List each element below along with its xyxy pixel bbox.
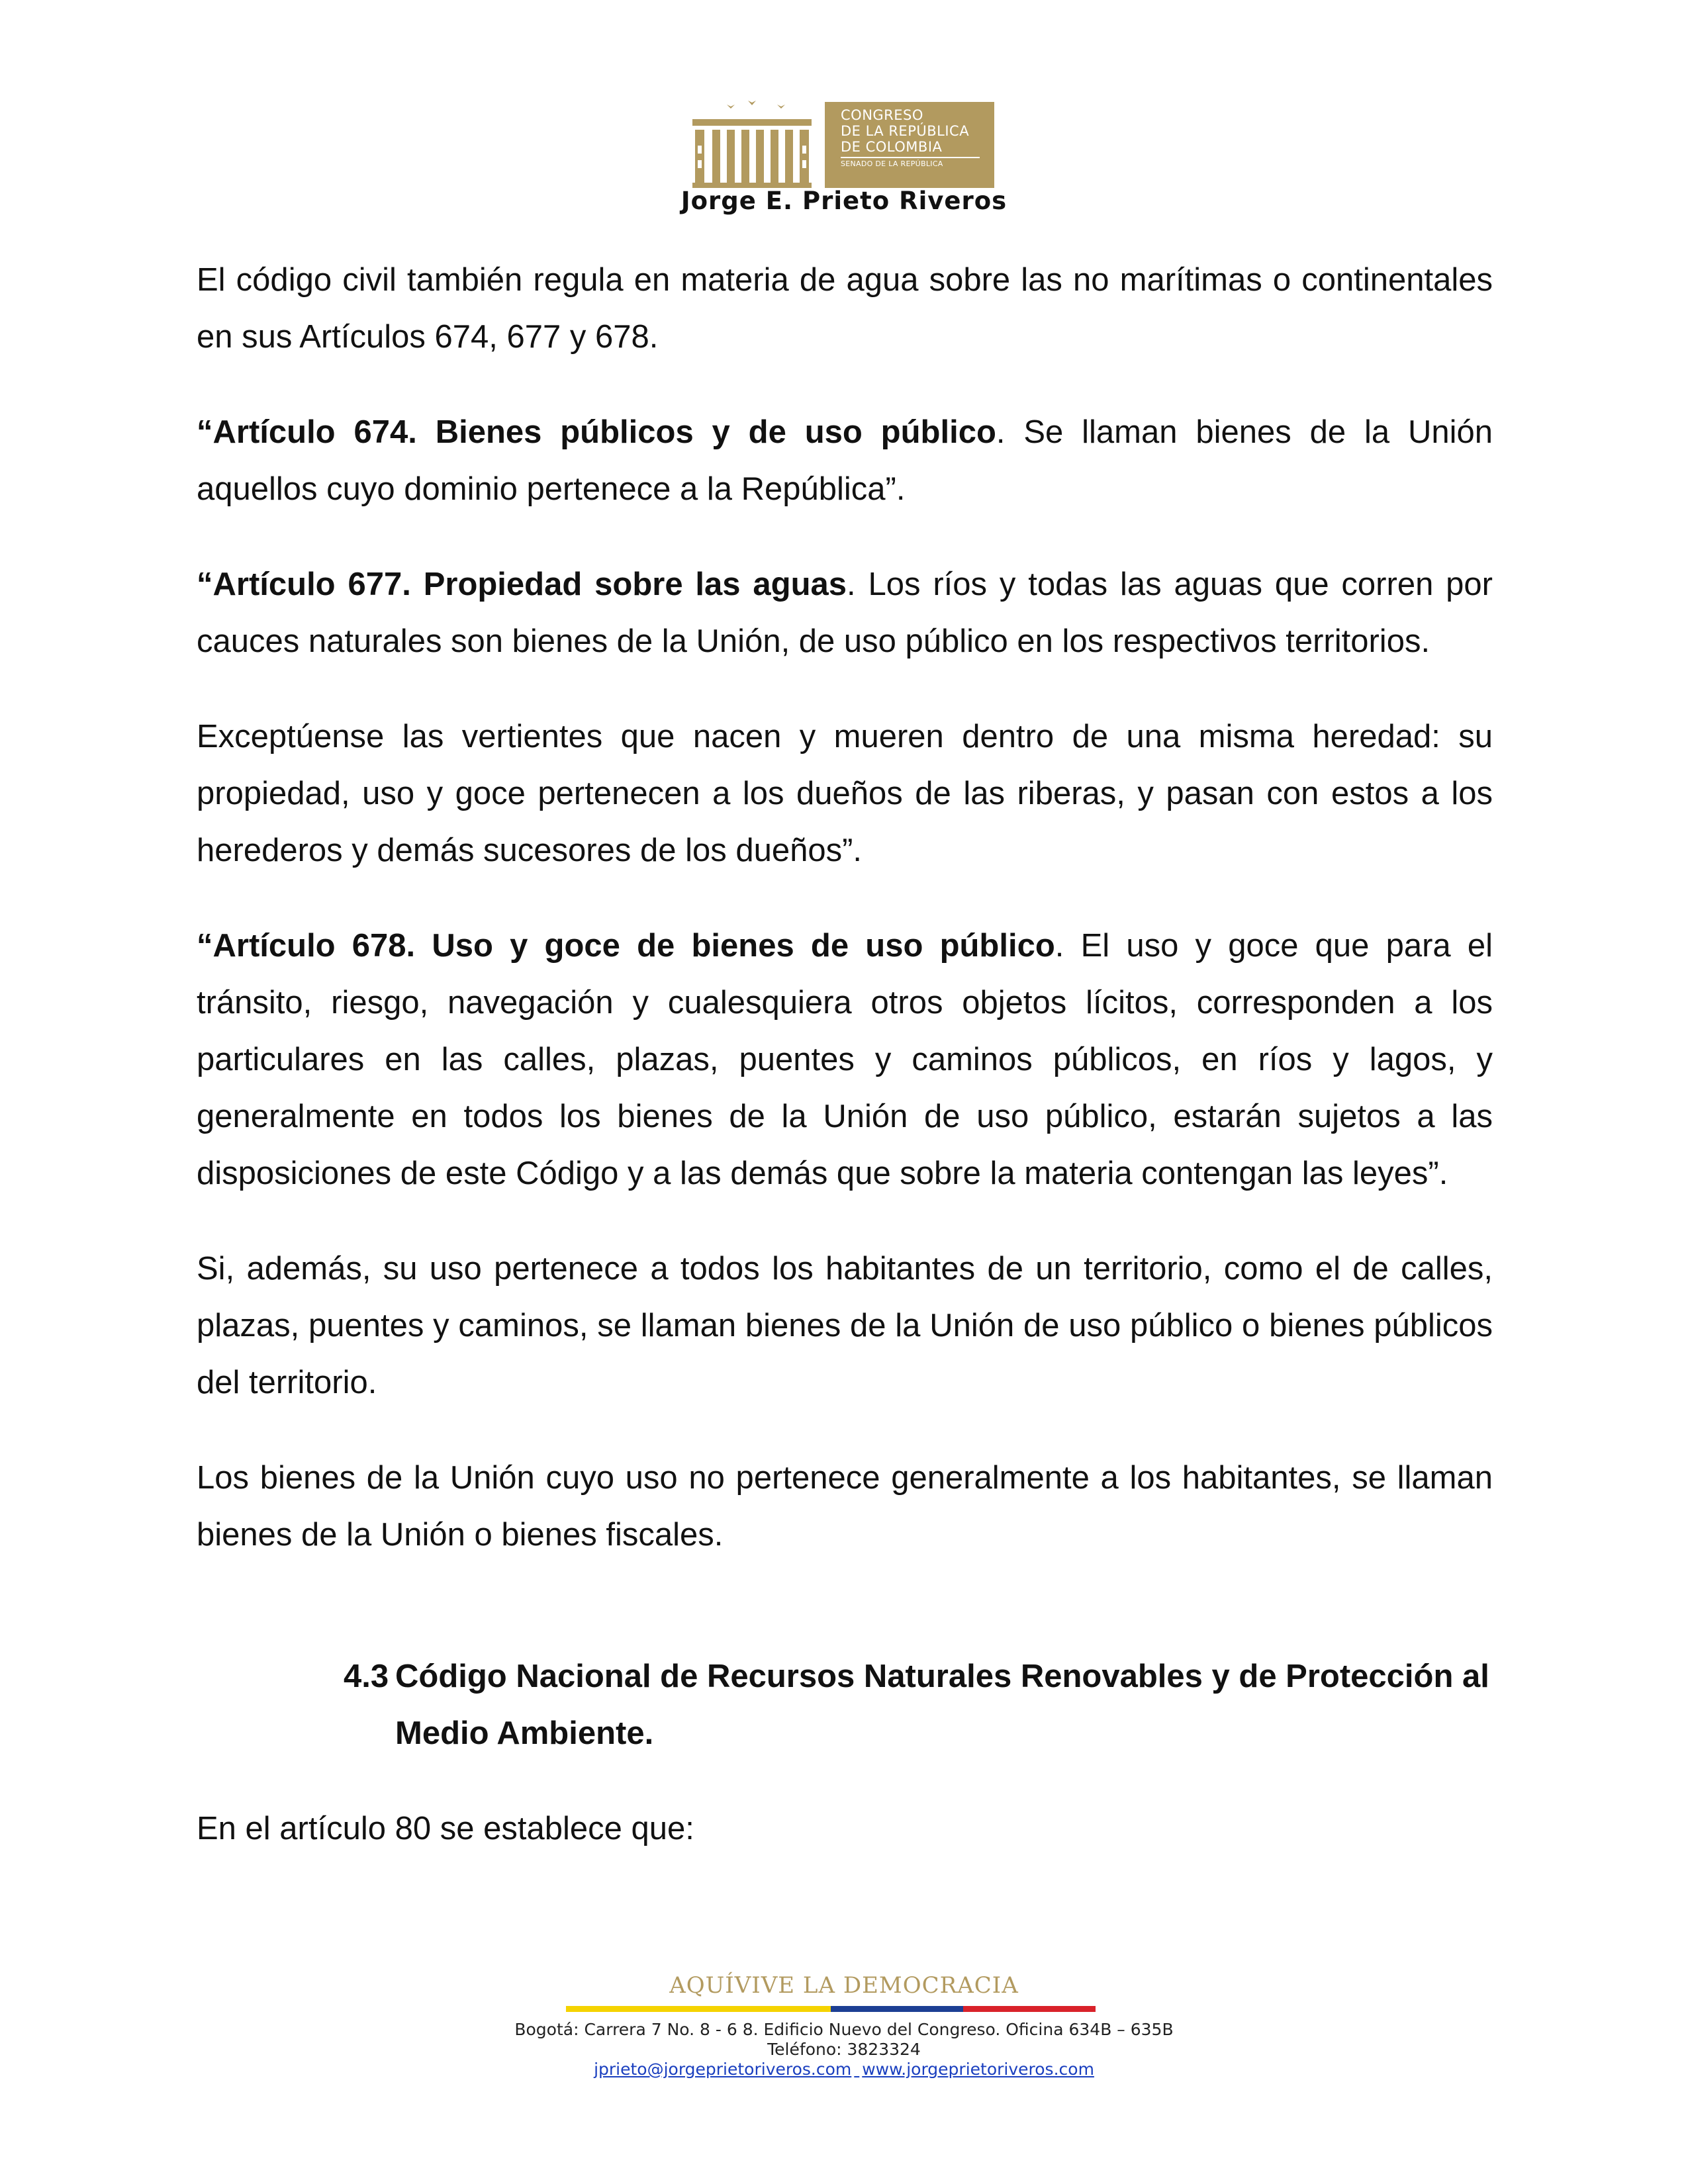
section-heading-4-3 [197,1648,1493,1762]
paragraph-article-674 [197,404,1493,518]
author-name: Jorge E. Prieto Riveros [680,187,1008,215]
footer-website-link[interactable]: www.jorgeprietoriveros.com [862,2060,1094,2079]
article-678-text: . El uso y goce que para el tránsito, riesgo, navegación y cualesquiera otros objetos lícitos, corresponden a los particulares en las calles, plazas, puentes y caminos públicos, en ríos y lagos, y generalmente en todos los bienes de la Unión de uso público, estarán sujetos a las disposiciones de este Código y a las demás que sobre la materia contengan las leyes”. [197,928,1493,1191]
footer-email-link[interactable]: jprieto@jorgeprietoriveros.com [594,2060,852,2079]
logo-subtitle: SENADO DE LA REPÚBLICA [841,159,943,168]
paragraph-articulo-80: En el artículo 80 se establece que: [197,1811,694,1846]
article-674-text: . Se llaman bienes de la Unión aquellos cuyo dominio pertenece a la República”. [197,414,1493,507]
paragraph-bienes-fiscales: Los bienes de la Unión cuyo uso no pertenece generalmente a los habitantes, se llaman bienes de la Unión o bienes fiscales. [197,1460,1493,1553]
footer-links [0,2060,1688,2079]
capitol-building-icon [692,99,812,188]
logo-divider [841,157,980,158]
article-677-text: . Los ríos y todas las aguas que corren por cauces naturales son bienes de la Unión, de uso público en los respectivos territorios. [197,567,1493,659]
flag-red-stripe [963,2006,1096,2012]
paragraph-exceptuense: Exceptúense las vertientes que nacen y mueren dentro de una misma heredad: su propiedad, uso y goce pertenecen a los dueños de las riberas, y pasan con estos a los herederos y demás sucesores de los dueños”. [197,719,1493,868]
congreso-logo [692,99,994,188]
flag-yellow-stripe [566,2006,831,2012]
logo-line-3: DE COLOMBIA [841,139,943,155]
document-body [197,251,1493,1895]
footer-address: Bogotá: Carrera 7 No. 8 - 6 8. Edificio Nuevo del Congreso. Oficina 634B – 635B [514,2020,1174,2039]
paragraph-intro: El código civil también regula en materia de agua sobre las no marítimas o continentales en sus Artículos 674, 677 y 678. [197,262,1493,355]
paragraph-si-ademas: Si, además, su uso pertenece a todos los habitantes de un territorio, como el de calles, plazas, puentes y caminos, se llaman bienes de la Unión de uso público o bienes públicos del territorio. [197,1251,1493,1400]
article-674-heading: “Artículo 674. Bienes públicos y de uso público [197,414,996,450]
article-678-heading: “Artículo 678. Uso y goce de bienes de uso público [197,928,1055,964]
footer-slogan: AQUÍVIVE LA DEMOCRACIA [669,1972,1019,1999]
paragraph-article-678 [197,917,1493,1202]
section-title: Código Nacional de Recursos Naturales Renovables y de Protección al Medio Ambiente. [395,1659,1489,1751]
section-number: 4.3 [344,1659,389,1694]
paragraph-article-677 [197,556,1493,670]
logo-line-1: CONGRESO [841,107,923,123]
colombia-flag-bar [566,2006,1096,2012]
logo-line-2: DE LA REPÚBLICA [841,123,970,139]
logo-text-box [825,102,994,188]
flag-blue-stripe [831,2006,963,2012]
footer-phone: Teléfono: 3823324 [767,2040,921,2059]
article-677-heading: “Artículo 677. Propiedad sobre las aguas [197,567,847,602]
